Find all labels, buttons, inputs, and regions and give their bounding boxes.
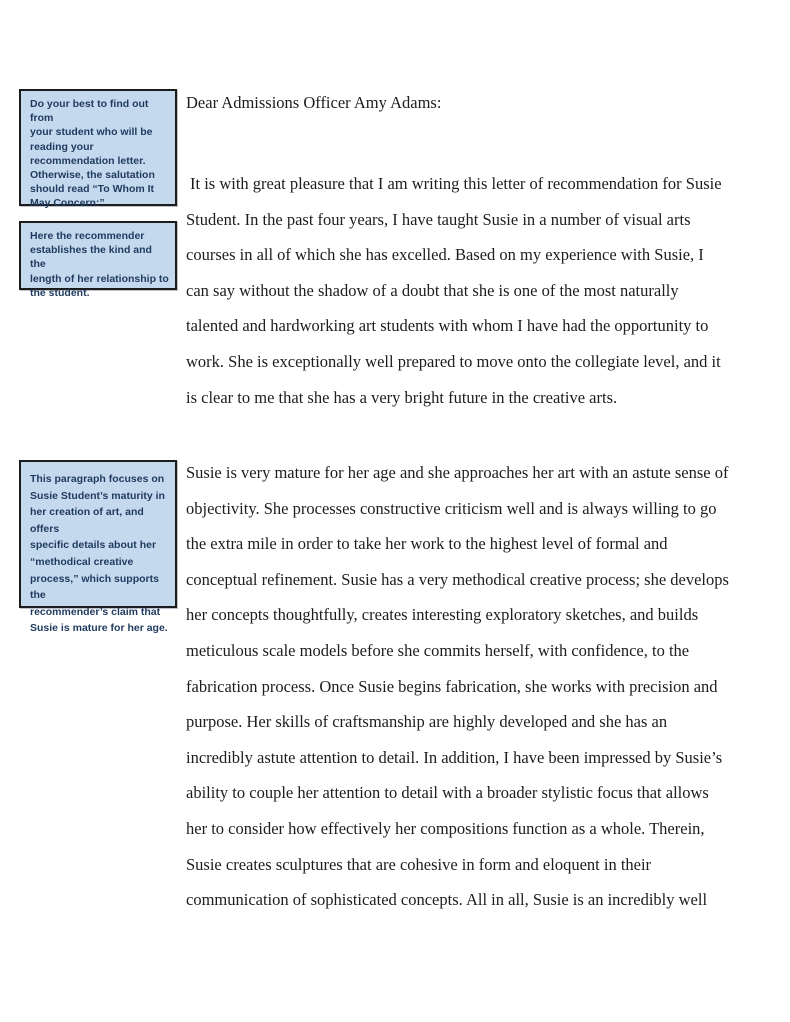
text-line: “methodical creative xyxy=(30,555,134,568)
text-line: Here the recommender xyxy=(30,230,145,242)
text-line: ability to couple her attention to detail with a broader stylistic focus that allows xyxy=(186,783,709,803)
text-line: Student. In the past four years, I have taught Susie in a number of visual arts xyxy=(186,209,691,229)
letter-salutation: Dear Admissions Officer Amy Adams: xyxy=(186,93,442,112)
text-line: objectivity. She processes constructive criticism well and is always willing to go xyxy=(186,498,717,518)
text-line: the extra mile in order to take her work to the highest level of formal and xyxy=(186,534,668,554)
comment-box-maturity xyxy=(19,460,177,635)
comment-box-relationship xyxy=(19,221,177,299)
text-line: Susie is very mature for her age and she approaches her art with an astute sense of xyxy=(186,463,729,482)
text-line: talented and hardworking art students with whom I have had the opportunity to xyxy=(186,316,709,336)
text-line: fabrication process. Once Susie begins fabrication, she works with precision and xyxy=(186,676,718,696)
text-line: Susie is mature for her age. xyxy=(30,622,168,635)
text-line: her concepts thoughtfully, creates interesting exploratory sketches, and builds xyxy=(186,605,699,625)
text-line: This paragraph focuses on xyxy=(30,473,165,485)
text-line: recommendation letter. xyxy=(30,154,146,167)
text-line: the student. xyxy=(30,286,90,299)
text-line: specific details about her xyxy=(30,539,157,552)
text-line: her to consider how effectively her compositions function as a whole. Therein, xyxy=(186,818,705,838)
text-line: length of her relationship to xyxy=(30,272,169,285)
comment-box-salutation xyxy=(19,89,177,210)
text-line: recommender’s claim that xyxy=(30,605,161,618)
letter-paragraph-1 xyxy=(186,166,722,415)
text-line: communication of sophisticated concepts. All in all, Susie is an incredibly well xyxy=(186,890,708,910)
text-line: courses in all of which she has excelled. Based on my experience with Susie, I xyxy=(186,245,704,265)
text-line: process,” which supports the xyxy=(30,572,159,602)
text-line: meticulous scale models before she commits herself, with confidence, to the xyxy=(186,640,690,660)
text-line: incredibly astute attention to detail. In addition, I have been impressed by Susie’s xyxy=(186,747,723,767)
text-line: It is with great pleasure that I am writing this letter of recommendation for Susie xyxy=(190,174,722,193)
text-line: May Concern:” xyxy=(30,197,105,210)
text-line: Susie Student’s maturity in xyxy=(30,489,165,502)
text-line: conceptual refinement. Susie has a very methodical creative process; she develops xyxy=(186,569,729,589)
text-line: work. She is exceptionally well prepared to move onto the collegiate level, and it xyxy=(186,351,721,371)
text-line: purpose. Her skills of craftsmanship are highly developed and she has an xyxy=(186,712,668,732)
text-line: Otherwise, the salutation xyxy=(30,169,155,182)
text-line: her creation of art, and offers xyxy=(30,506,144,535)
text-line: Do your best to find out from xyxy=(30,98,149,125)
text-line: Susie creates sculptures that are cohesive in form and eloquent in their xyxy=(186,854,652,874)
letter-paragraph-2 xyxy=(186,455,729,918)
text-line: is clear to me that she has a very bright future in the creative arts. xyxy=(186,387,618,407)
text-line: establishes the kind and the xyxy=(30,244,152,271)
text-line: can say without the shadow of a doubt that she is one of the most naturally xyxy=(186,280,679,300)
text-line: should read “To Whom It xyxy=(30,183,155,196)
text-line: your student who will be xyxy=(30,126,153,139)
text-line: reading your xyxy=(30,140,94,153)
